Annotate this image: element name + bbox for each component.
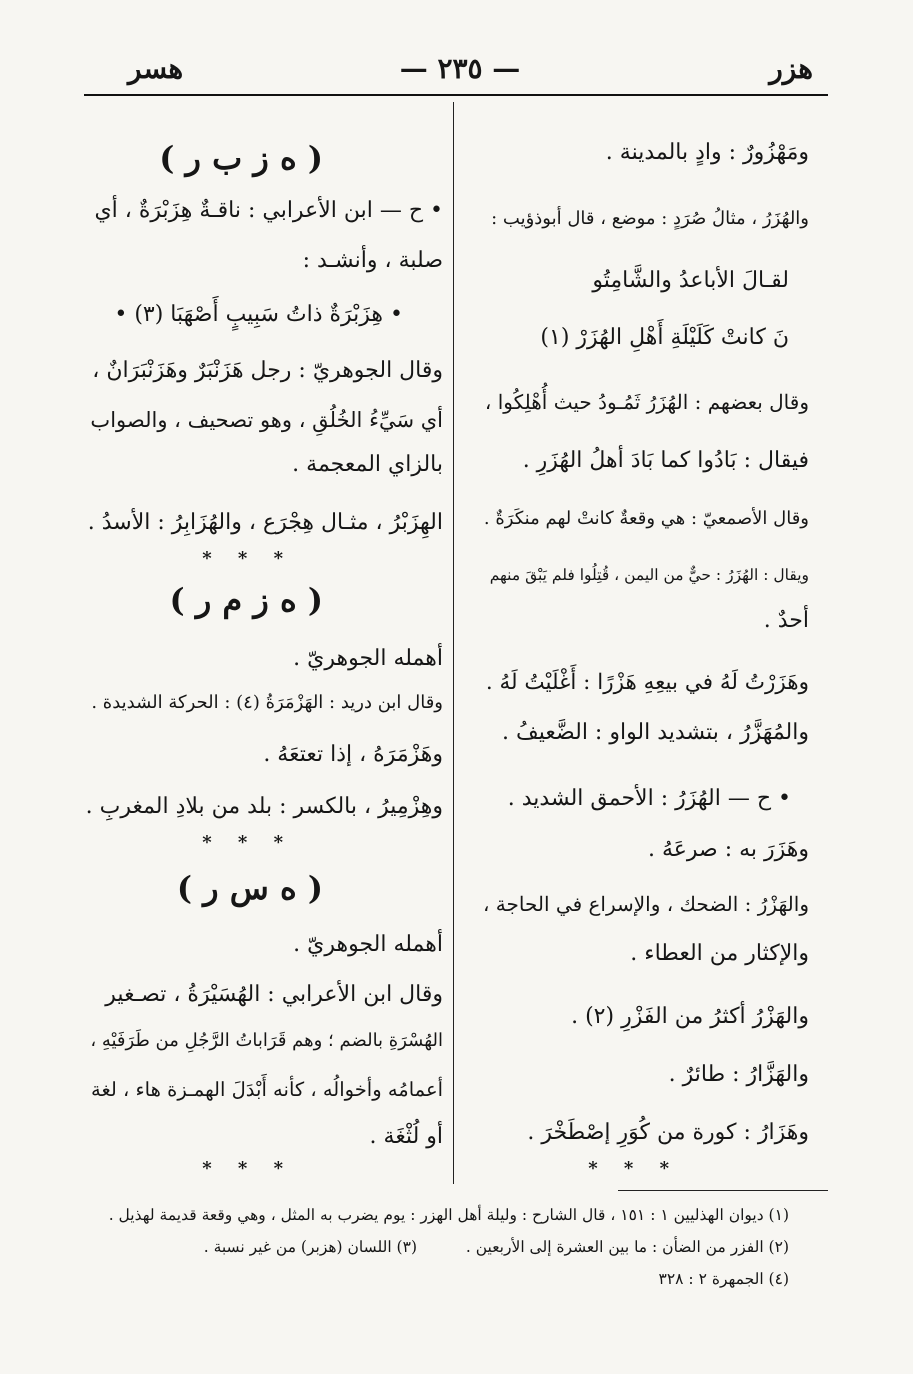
entry-line: • ح — الهُزَرُ : الأحمق الشديد . bbox=[507, 786, 791, 811]
entry-line: ومَهْزُورٌ : وادٍ بالمدينة . bbox=[605, 140, 809, 165]
footnote-3: (٣) اللسان (هزبر) من غير نسبة . bbox=[203, 1238, 417, 1256]
entry-line: أعمامُه وأخوالُه ، كأنه أَبْدَلَ الهمـزة هاء ، لغة bbox=[91, 1078, 443, 1101]
page-number: — ٢٣٥ — bbox=[399, 52, 521, 85]
header-rule bbox=[84, 94, 828, 96]
entry-line: أحدٌ . bbox=[763, 608, 809, 633]
section-separator: * * * bbox=[202, 548, 293, 569]
entry-line: ويقال : الهُزَرُ : حيٌّ من اليمن ، قُتِلُوا فلم يَبْقَ منهم bbox=[489, 566, 809, 584]
entry-line: الهِزَبْرُ ، مثـال هِجْرَع ، والهُزَابِرُ : الأسدُ . bbox=[87, 510, 443, 535]
entry-line: فيقال : بَادُوا كما بَادَ أهلُ الهُزَرِ . bbox=[522, 448, 809, 473]
entry-line: صلبة ، وأنشـد : bbox=[302, 248, 443, 273]
entry-line: الهُسْرَةِ بالضم ؛ وهم قَرَاباتُ الرَّجُلِ من طَرَفَيْهِ ، bbox=[90, 1030, 443, 1051]
footnote-1: (١) ديوان الهذليين ١ : ١٥١ ، قال الشارح : وليلة أهل الهزر : يوم يضرب به المثل ، وهي وقعة قديمة لهذيل . bbox=[108, 1206, 789, 1224]
verse-line: • هِزَبْرَةٌ ذاتُ سَبِيبٍ أَصْهَبَا (٣) • bbox=[114, 302, 403, 327]
entry-line: وقال ابن الأعرابي : الهُسَيْرَةُ ، تصـغير bbox=[105, 982, 443, 1007]
column-divider bbox=[453, 102, 454, 1184]
entry-line: أي سَيِّءُ الخُلُقِ ، وهو تصحيف ، والصواب bbox=[90, 408, 443, 432]
footnote-rule bbox=[618, 1190, 828, 1191]
entry-line: وهَزَرْتُ لَهُ في بيعِهِ هَزْرًا : أَغْلَيْتُ لَهُ . bbox=[485, 670, 809, 695]
footnote-2: (٢) الفزر من الضأن : ما بين العشرة إلى الأربعين . bbox=[465, 1238, 789, 1256]
entry-line: وهِزْمِيرُ ، بالكسر : بلد من بلادِ المغربِ . bbox=[85, 794, 443, 819]
entry-line: والإكثار من العطاء . bbox=[630, 941, 809, 966]
root-heading-hzbr: ( ه ز ب ر ) bbox=[159, 139, 323, 177]
entry-line: أهمله الجوهريّ . bbox=[293, 932, 443, 957]
entry-line: وهَزْمَرَهُ ، إذا تعتعَهُ . bbox=[263, 742, 443, 767]
entry-line: وقال الأصمعيّ : هي وقعةٌ كانتْ لهم منكَرَةٌ . bbox=[483, 508, 809, 529]
entry-line: وقال الجوهريّ : رجل هَزَنْبَرٌ وهَزَنْبَرَانٌ ، bbox=[92, 358, 443, 383]
root-heading-hsr: ( ه س ر ) bbox=[176, 869, 323, 907]
running-head-root-right: هزر bbox=[769, 52, 813, 85]
entry-line: وقال بعضهم : الهُزَرُ ثَمُـودُ حيث أُهْلِكُوا ، bbox=[484, 390, 809, 414]
entry-line: والمُهَزَّرُ ، بتشديد الواو : الضَّعيفُ . bbox=[502, 720, 809, 745]
entry-line: أهمله الجوهريّ . bbox=[293, 646, 443, 671]
verse-line: نَ كانتْ كَلَيْلَةِ أَهْلِ الهُزَرْ (١) bbox=[540, 325, 789, 350]
entry-line: وهَزَرَ به : صرعَهُ . bbox=[647, 837, 809, 862]
entry-line: وهَزَارُ : كورة من كُوَرِ إصْطَخْرَ . bbox=[527, 1120, 809, 1145]
entry-line: والهَزْرُ أكثرُ من الفَزْرِ (٢) . bbox=[571, 1004, 809, 1029]
entry-line: وقال ابن دريد : الهَزْمَرَةُ (٤) : الحركة الشديدة . bbox=[91, 692, 443, 713]
root-heading-hzmr: ( ه ز م ر ) bbox=[169, 581, 323, 619]
footnote-4: (٤) الجمهرة ٢ : ٣٢٨ bbox=[658, 1270, 789, 1288]
entry-line: • ح — ابن الأعرابي : ناقـةٌ هِزَبْرَةٌ ، أي bbox=[94, 198, 443, 223]
entry-line: بالزاي المعجمة . bbox=[292, 452, 443, 477]
verse-line: لقـالَ الأباعدُ والشَّامِتُو bbox=[592, 268, 789, 293]
section-separator: * * * bbox=[202, 832, 293, 853]
entry-line: والهَزْرُ : الضحك ، والإسراع في الحاجة ، bbox=[482, 892, 809, 916]
section-separator: * * * bbox=[202, 1158, 293, 1179]
entry-line: والهُزَرُ ، مثالُ صُرَدٍ : موضع ، قال أبوذؤيب : bbox=[491, 208, 809, 229]
running-head-root-left: هسر bbox=[128, 52, 184, 85]
section-separator: * * * bbox=[588, 1158, 679, 1179]
entry-line: أو لُثْغَة . bbox=[369, 1124, 443, 1149]
entry-line: والهَزَّارُ : طائرٌ . bbox=[668, 1062, 809, 1087]
